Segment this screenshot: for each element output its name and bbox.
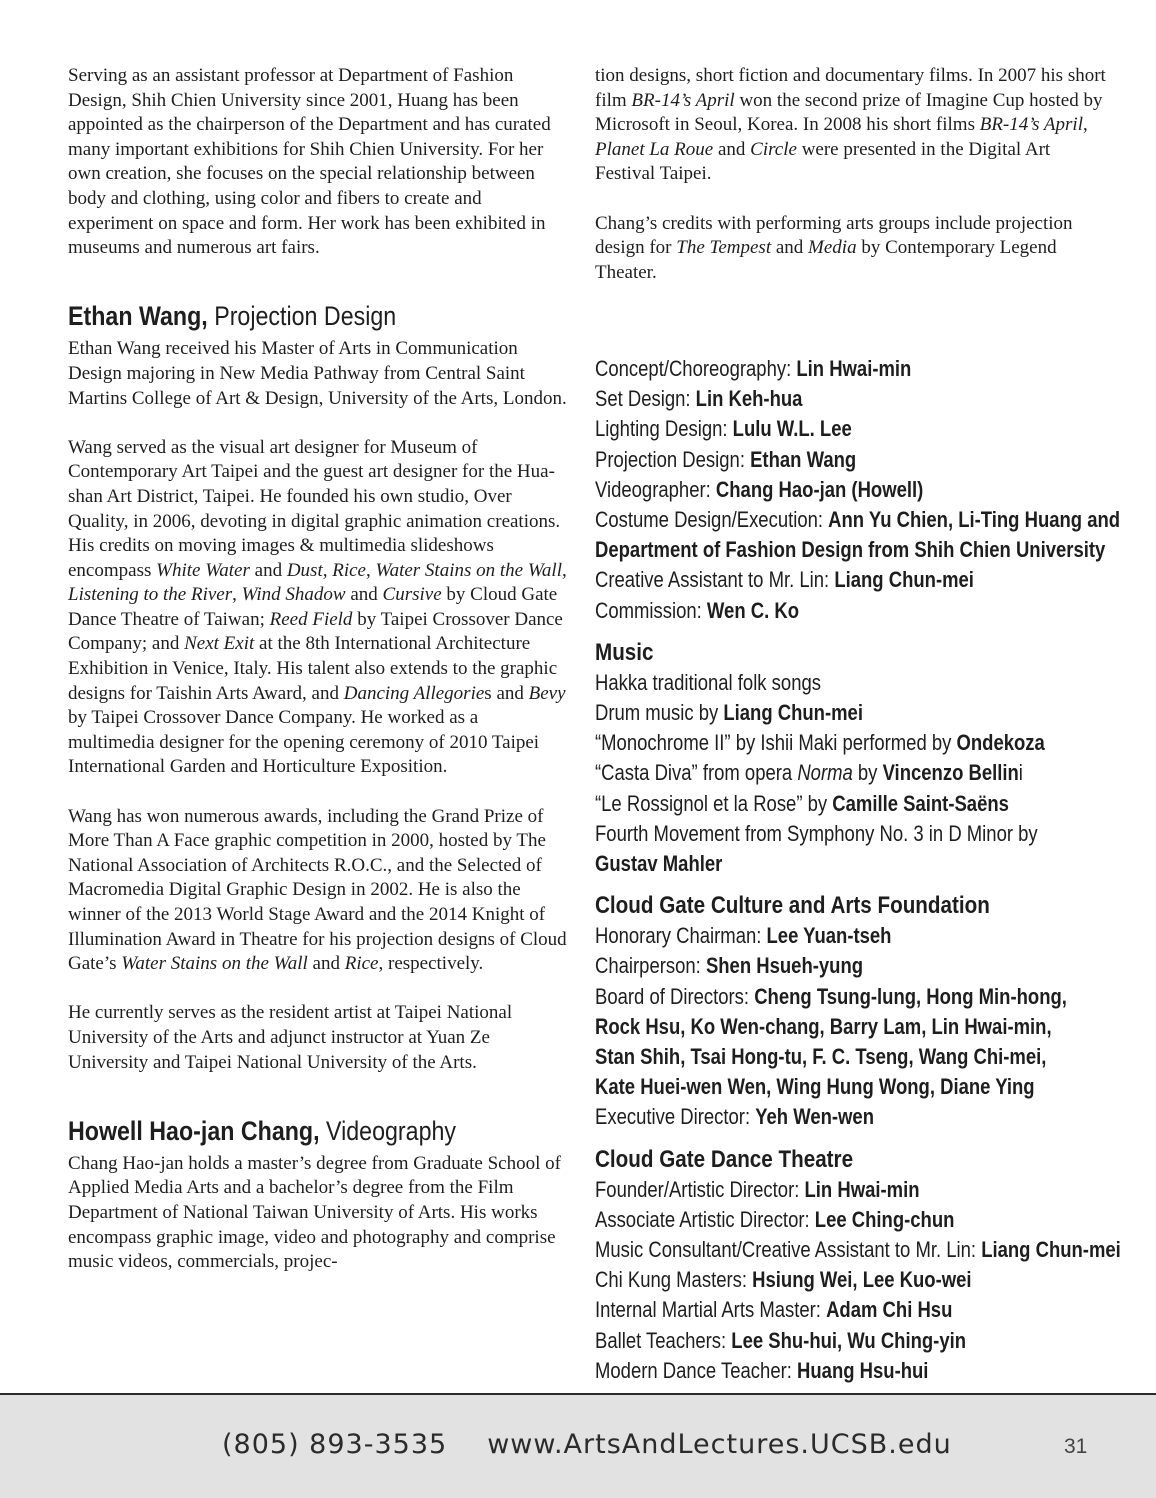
page-footer xyxy=(0,1393,1156,1498)
footer-contact xyxy=(222,1429,952,1460)
foundation-line: Stan Shih, Tsai Hong-tu, F. C. Tseng, Wang Chi-mei, xyxy=(595,1044,1047,1069)
huang-bio-paragraph: Serving as an assistant professor at Department of Fashion Design, Shih Chien University since 2001, Huang has been appointed as the chairperson of the Department and has curated many important exhibitions for Shih Chien University. For her own creation, she focuses on the special relationship between body and clothing, using color and fibers to create and experiment on space and form. Her work has been exhibited in museums and numerous art fairs. xyxy=(68,65,551,259)
foundation-line: Board of Directors: Cheng Tsung-lung, Hong Min-hong, xyxy=(595,983,1067,1009)
ethan-bio-paragraph-2: Wang served as the visual art designer for Museum of Contemporary Art Taipei and the guest art designer for the Hua-shan Art District, Taipei. He founded his own studio, Over Quality, in 2006, devoting in digital graphic animation creations. His credits on moving images & multimedia slideshows encompass White Water and Dust, Rice, Water Stains on the Wall, Listening to the River, Wind Shadow and Cursive by Cloud Gate Dance Theatre of Taiwan; Reed Field by Taipei Crossover Dance Company; and Next Exit at the 8th International Architecture Exhibition in Venice, Italy. His talent also extends to the graphic designs for Taishin Arts Award, and Dancing Allegories and Bevy by Taipei Crossover Dance Company. He worked as a multimedia designer for the opening ceremony of 2010 Taipei International Garden and Horticulture Exposition. xyxy=(68,436,567,778)
theatre-section-title: Cloud Gate Dance Theatre xyxy=(595,1145,854,1173)
ethan-bio-paragraph-4: He currently serves as the resident artist at Taipei National University of the Arts and adjunct instructor at Yuan Ze University and Taipei National University of the Arts. xyxy=(68,1002,513,1073)
credit-line: Projection Design: Ethan Wang xyxy=(595,446,857,472)
foundation-credits xyxy=(595,921,1110,1132)
theatre-line: Internal Martial Arts Master: Adam Chi Hsu xyxy=(595,1297,953,1323)
foundation-line: Kate Huei-wen Wen, Wing Hung Wong, Diane Ying xyxy=(595,1074,1035,1100)
production-credits xyxy=(595,354,1121,626)
right-column xyxy=(595,64,1121,1386)
theatre-line: Music Consultant/Creative Assistant to Mr. Lin: Liang Chun-mei xyxy=(595,1237,1121,1263)
ethan-wang-role: Projection Design xyxy=(214,301,397,332)
music-line: Hakka traditional folk songs xyxy=(595,669,821,695)
theatre-line: Chi Kung Masters: Hsiung Wei, Lee Kuo-wei xyxy=(595,1267,972,1293)
howell-bio-paragraph-1: Chang Hao-jan holds a master’s degree from Graduate School of Applied Media Arts and a bachelor’s degree from the Film Department of National Taiwan University of Arts. His works encompass graphic image, video and photography and comprise music videos, commercials, projec- xyxy=(68,1152,561,1273)
credit-line: Lighting Design: Lulu W.L. Lee xyxy=(595,416,852,442)
foundation-line: Honorary Chairman: Lee Yuan-tseh xyxy=(595,923,892,949)
howell-chang-heading xyxy=(68,1114,498,1148)
credit-line: Costume Design/Execution: Ann Yu Chien, Li-Ting Huang and xyxy=(595,506,1121,532)
music-line: Drum music by Liang Chun-mei xyxy=(595,699,863,725)
page-number: 31 xyxy=(1064,1435,1088,1458)
music-line: Gustav Mahler xyxy=(595,850,723,876)
ethan-wang-name: Ethan Wang, xyxy=(68,301,208,332)
foundation-line: Rock Hsu, Ko Wen-chang, Barry Lam, Lin Hwai-min, xyxy=(595,1013,1052,1039)
footer-website-link[interactable]: www.ArtsAndLectures.UCSB.edu xyxy=(487,1429,952,1460)
howell-bio-paragraph-2: tion designs, short fiction and documentary films. In 2007 his short film BR-14’s April won the second prize of Imagine Cup hosted by Microsoft in Seoul, Korea. In 2008 his short films BR-14’s April, Planet La Roue and Circle were presented in the Digital Art Festival Taipei. xyxy=(595,65,1106,185)
howell-chang-name: Howell Hao-jan Chang, xyxy=(68,1115,320,1146)
credit-line: Concept/Choreography: Lin Hwai-min xyxy=(595,355,912,381)
ethan-wang-heading xyxy=(68,299,498,333)
howell-chang-role: Videography xyxy=(326,1115,457,1146)
music-line: “Monochrome II” by Ishii Maki performed by Ondekoza xyxy=(595,730,1045,756)
left-column xyxy=(68,64,568,1275)
ethan-bio-paragraph-1: Ethan Wang received his Master of Arts in Communication Design majoring in New Media Pathway from Central Saint Martins College of Art & Design, University of the Arts, London. xyxy=(68,338,567,409)
music-section-title: Music xyxy=(595,638,654,666)
ethan-bio-paragraph-3: Wang has won numerous awards, including the Grand Prize of More Than A Face graphic competition in 2000, hosted by The National Association of Architects R.O.C., and the Selected of Macromedia Digital Graphic Design in 2002. He is also the winner of the 2013 World Stage Award and the 2014 Knight of Illumination Award in Theatre for his projection designs of Cloud Gate’s Water Stains on the Wall and Rice, respectively. xyxy=(68,805,567,975)
foundation-line: Executive Director: Yeh Wen-wen xyxy=(595,1104,874,1130)
theatre-line: Founder/Artistic Director: Lin Hwai-min xyxy=(595,1176,920,1202)
credit-line: Department of Fashion Design from Shih Chien University xyxy=(595,537,1106,563)
theatre-line: Modern Dance Teacher: Huang Hsu-hui xyxy=(595,1357,929,1383)
music-credits xyxy=(595,668,1110,879)
credit-line: Videographer: Chang Hao-jan (Howell) xyxy=(595,476,924,502)
foundation-line: Chairperson: Shen Hsueh-yung xyxy=(595,953,864,979)
theatre-line: Associate Artistic Director: Lee Ching-chun xyxy=(595,1206,955,1232)
music-line: “Le Rossignol et la Rose” by Camille Saint-Saëns xyxy=(595,790,1009,816)
credit-line: Commission: Wen C. Ko xyxy=(595,597,799,623)
footer-phone: (805) 893-3535 xyxy=(222,1429,448,1460)
credit-line: Set Design: Lin Keh-hua xyxy=(595,386,803,412)
howell-bio-paragraph-3: Chang’s credits with performing arts groups include projection design for The Tempest and Media by Contemporary Legend Theater. xyxy=(595,212,1073,283)
music-line: Fourth Movement from Symphony No. 3 in D Minor by xyxy=(595,820,1038,846)
theatre-credits xyxy=(595,1175,1121,1386)
foundation-section-title: Cloud Gate Culture and Arts Foundation xyxy=(595,892,990,920)
music-line: “Casta Diva” from opera Norma by Vincenzo Bellini xyxy=(595,760,1023,786)
theatre-line: Ballet Teachers: Lee Shu-hui, Wu Ching-yin xyxy=(595,1327,967,1353)
credit-line: Creative Assistant to Mr. Lin: Liang Chun-mei xyxy=(595,567,974,593)
